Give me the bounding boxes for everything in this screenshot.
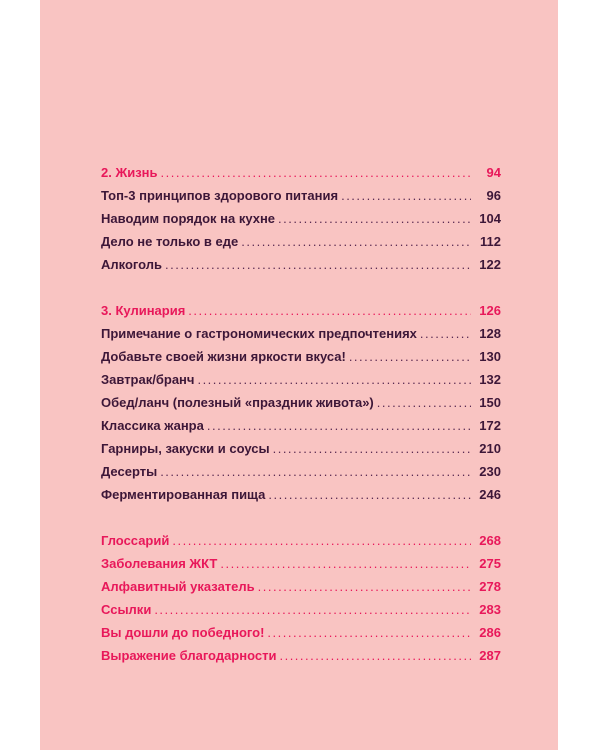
- dot-leader: [241, 230, 471, 253]
- toc-page-number: 287: [479, 648, 501, 663]
- toc-page-number: 104: [479, 211, 501, 226]
- toc-entry-label: Ссылки: [101, 602, 152, 617]
- toc-entry[interactable]: [101, 253, 501, 276]
- toc-entry-label: Примечание о гастрономических предпочтениях: [101, 326, 417, 341]
- toc-entry-label: Алкоголь: [101, 257, 163, 272]
- toc-page-number: 286: [479, 625, 501, 640]
- toc-entry-label: Алфавитный указатель: [101, 579, 255, 594]
- dot-leader: [197, 368, 471, 391]
- dot-leader: [341, 184, 471, 207]
- toc-appendix-entry[interactable]: [101, 621, 501, 644]
- toc-appendix-entry[interactable]: [101, 529, 501, 552]
- toc-entry[interactable]: [101, 368, 501, 391]
- toc-appendix: [101, 529, 501, 667]
- toc-entry[interactable]: [101, 230, 501, 253]
- dot-leader: [278, 207, 471, 230]
- dot-leader: [161, 161, 471, 184]
- toc-entry[interactable]: [101, 437, 501, 460]
- toc-appendix-entry[interactable]: [101, 644, 501, 667]
- toc-page-number: 210: [479, 441, 501, 456]
- toc-entry[interactable]: [101, 322, 501, 345]
- dot-leader: [154, 598, 471, 621]
- toc-entry[interactable]: [101, 414, 501, 437]
- toc-heading-label: 3. Кулинария: [101, 303, 186, 318]
- toc-page-number: 275: [479, 556, 501, 571]
- toc-page-number: 150: [479, 395, 501, 410]
- toc-entry[interactable]: [101, 345, 501, 368]
- toc-page-number: 96: [486, 188, 501, 203]
- toc-appendix-entry[interactable]: [101, 575, 501, 598]
- toc-entry-label: Дело не только в еде: [101, 234, 239, 249]
- toc-entry-label: Завтрак/бранч: [101, 372, 195, 387]
- dot-leader: [273, 437, 471, 460]
- toc-heading-label: 2. Жизнь: [101, 165, 158, 180]
- dot-leader: [258, 575, 471, 598]
- toc-page-number: 94: [486, 165, 501, 180]
- toc-page-number: 128: [479, 326, 501, 341]
- toc-page-number: 126: [479, 303, 501, 318]
- toc-page-number: 278: [479, 579, 501, 594]
- toc-entry-label: Обед/ланч (полезный «праздник живота»): [101, 395, 374, 410]
- dot-leader: [220, 552, 471, 575]
- dot-leader: [279, 644, 471, 667]
- toc-entry-label: Добавьте своей жизни яркости вкуса!: [101, 349, 346, 364]
- toc-entry-label: Выражение благодарности: [101, 648, 277, 663]
- toc-page-number: 130: [479, 349, 501, 364]
- toc-heading[interactable]: [101, 299, 501, 322]
- dot-leader: [188, 299, 471, 322]
- dot-leader: [160, 460, 471, 483]
- toc-entry[interactable]: [101, 391, 501, 414]
- toc-page-number: 246: [479, 487, 501, 502]
- toc-entry-label: Ферментированная пища: [101, 487, 266, 502]
- toc-appendix-entry[interactable]: [101, 598, 501, 621]
- toc-page-number: 112: [480, 234, 501, 249]
- table-of-contents: [101, 161, 501, 667]
- toc-entry-label: Заболевания ЖКТ: [101, 556, 218, 571]
- toc-entry[interactable]: [101, 460, 501, 483]
- toc-entry-label: Топ-3 принципов здорового питания: [101, 188, 339, 203]
- toc-entry[interactable]: [101, 184, 501, 207]
- book-page: [40, 0, 558, 750]
- dot-leader: [267, 621, 471, 644]
- toc-entry-label: Глоссарий: [101, 533, 170, 548]
- toc-entry-label: Наводим порядок на кухне: [101, 211, 276, 226]
- section-spacer: [101, 276, 501, 299]
- toc-entry-label: Вы дошли до победного!: [101, 625, 265, 640]
- toc-page-number: 283: [479, 602, 501, 617]
- toc-entry[interactable]: [101, 207, 501, 230]
- dot-leader: [172, 529, 471, 552]
- toc-heading[interactable]: [101, 161, 501, 184]
- dot-leader: [377, 391, 471, 414]
- toc-entry-label: Десерты: [101, 464, 158, 479]
- toc-section-life: [101, 161, 501, 276]
- toc-page-number: 230: [479, 464, 501, 479]
- dot-leader: [165, 253, 471, 276]
- dot-leader: [268, 483, 471, 506]
- toc-page-number: 268: [479, 533, 501, 548]
- section-spacer: [101, 506, 501, 529]
- dot-leader: [207, 414, 471, 437]
- toc-page-number: 132: [479, 372, 501, 387]
- dot-leader: [420, 322, 471, 345]
- toc-entry-label: Классика жанра: [101, 418, 204, 433]
- toc-page-number: 122: [479, 257, 501, 272]
- toc-page-number: 172: [479, 418, 501, 433]
- toc-appendix-entry[interactable]: [101, 552, 501, 575]
- toc-section-cooking: [101, 299, 501, 506]
- toc-entry[interactable]: [101, 483, 501, 506]
- toc-entry-label: Гарниры, закуски и соусы: [101, 441, 270, 456]
- dot-leader: [349, 345, 471, 368]
